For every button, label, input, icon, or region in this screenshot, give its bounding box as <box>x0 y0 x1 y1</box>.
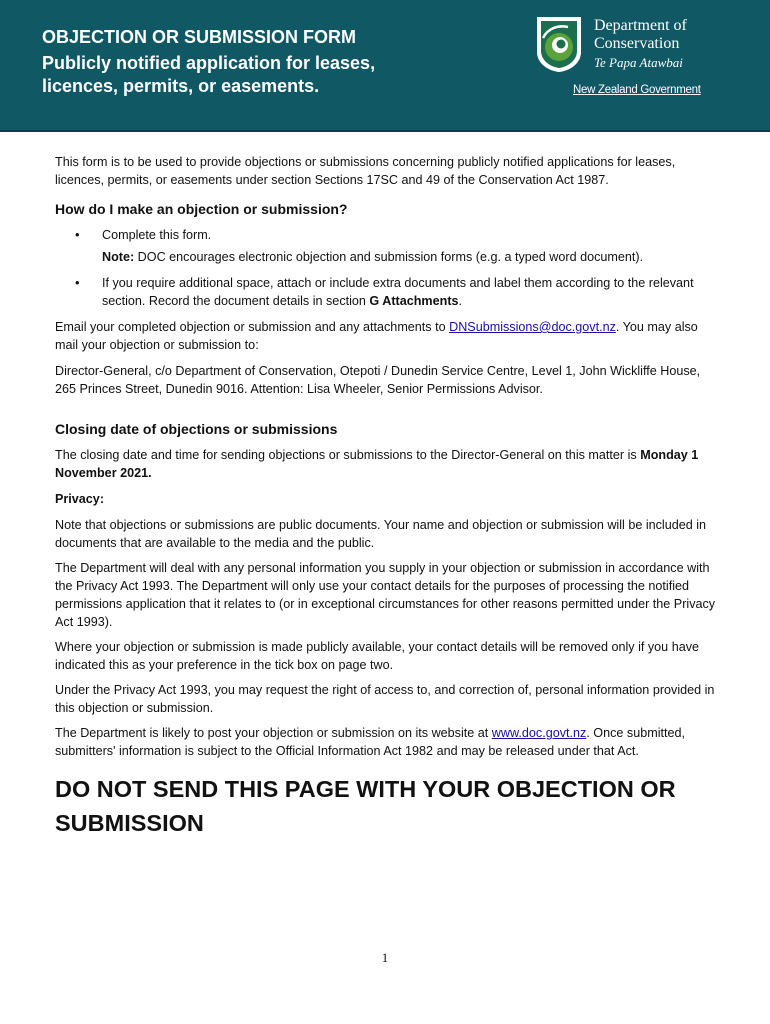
document-body <box>55 153 720 840</box>
website-link[interactable]: www.doc.govt.nz <box>491 726 587 740</box>
website-suffix: . Once submitted, submitters' information is subject to the Official Information Act 1982 and may be released under that Act. <box>55 726 685 758</box>
email-paragraph <box>55 318 720 354</box>
closing-text: The closing date and time for sending objections or submissions to the Director-General on this matter is <box>55 448 641 462</box>
header-banner <box>0 0 770 132</box>
bullet-additional-text: If you require additional space, attach or include extra documents and label them according to the relevant section. Record the document details in section <box>102 276 694 308</box>
note-line <box>55 248 720 266</box>
mail-address: Director-General, c/o Department of Conservation, Otepoti / Dunedin Service Centre, Level 1, John Wickliffe House, 265 Princes Street, Dunedin 9016. Attention: Lisa Wheeler, Senior Permissions Advisor. <box>55 364 701 396</box>
privacy-paragraph-4: Under the Privacy Act 1993, you may request the right of access to, and correction of, personal information provided in this objection or submission. <box>55 683 715 715</box>
do-not-send-warning: DO NOT SEND THIS PAGE WITH YOUR OBJECTION OR SUBMISSION <box>55 776 676 836</box>
how-heading: How do I make an objection or submission? <box>55 201 348 217</box>
email-prefix: Email your completed objection or submission and any attachments to <box>55 320 450 334</box>
doc-logo-icon <box>534 14 584 74</box>
bullet-end: . <box>458 294 463 308</box>
subtitle-line-1: Publicly notified application for leases, <box>42 53 376 73</box>
email-suffix: . You may also mail your objection or submission to: <box>55 320 698 352</box>
bullet-additional-space <box>55 274 720 310</box>
privacy-heading: Privacy: <box>55 492 105 506</box>
privacy-paragraph-1: Note that objections or submissions are public documents. Your name and objection or submission will be included in documents that are available to the media and the public. <box>55 518 707 550</box>
bullet-complete-form: • Complete this form. <box>55 226 720 244</box>
closing-date: Monday 1 November 2021. <box>55 448 699 480</box>
subtitle-line-2: licences, permits, or easements. <box>42 76 320 96</box>
closing-heading: Closing date of objections or submissions <box>55 421 338 437</box>
privacy-paragraph-2: The Department will deal with any personal information you supply in your objection or submission in accordance with the Privacy Act 1993. The Department will only use your contact details for the purposes of processing the notified permissions application that it relates to (or in exceptional circumstances for other reasons permitted under the Privacy Act 1993). <box>55 561 716 629</box>
closing-paragraph <box>55 446 720 482</box>
privacy-paragraph-3: Where your objection or submission is made publicly available, your contact details will be removed only if you have indicated this as your preference in the tick box on page two. <box>55 640 699 672</box>
form-title: OBJECTION OR SUBMISSION FORM <box>42 27 357 47</box>
intro-paragraph: This form is to be used to provide objections or submissions concerning publicly notified applications for leases, licences, permits, or easements under section Sections 17SC and 49 of the Conservation Act 1987. <box>55 155 676 187</box>
email-link[interactable]: DNSubmissions@doc.govt.nz <box>449 320 616 334</box>
form-subtitle <box>42 52 502 98</box>
dept-name-line-2: Conservation <box>594 35 680 52</box>
page-number: 1 <box>381 950 389 965</box>
note-text: DOC encourages electronic objection and submission forms (e.g. a typed word document). <box>134 250 644 264</box>
nz-government-wordmark: New Zealand Government <box>573 84 701 96</box>
dept-name-line-1: Department of <box>594 17 687 34</box>
dept-maori-name: Te Papa Atawbai <box>594 55 683 70</box>
attachments-ref: G Attachments <box>369 294 459 308</box>
website-prefix: The Department is likely to post your objection or submission on its website at <box>55 726 492 740</box>
privacy-paragraph-5 <box>55 724 720 760</box>
note-label: Note: <box>102 250 135 264</box>
